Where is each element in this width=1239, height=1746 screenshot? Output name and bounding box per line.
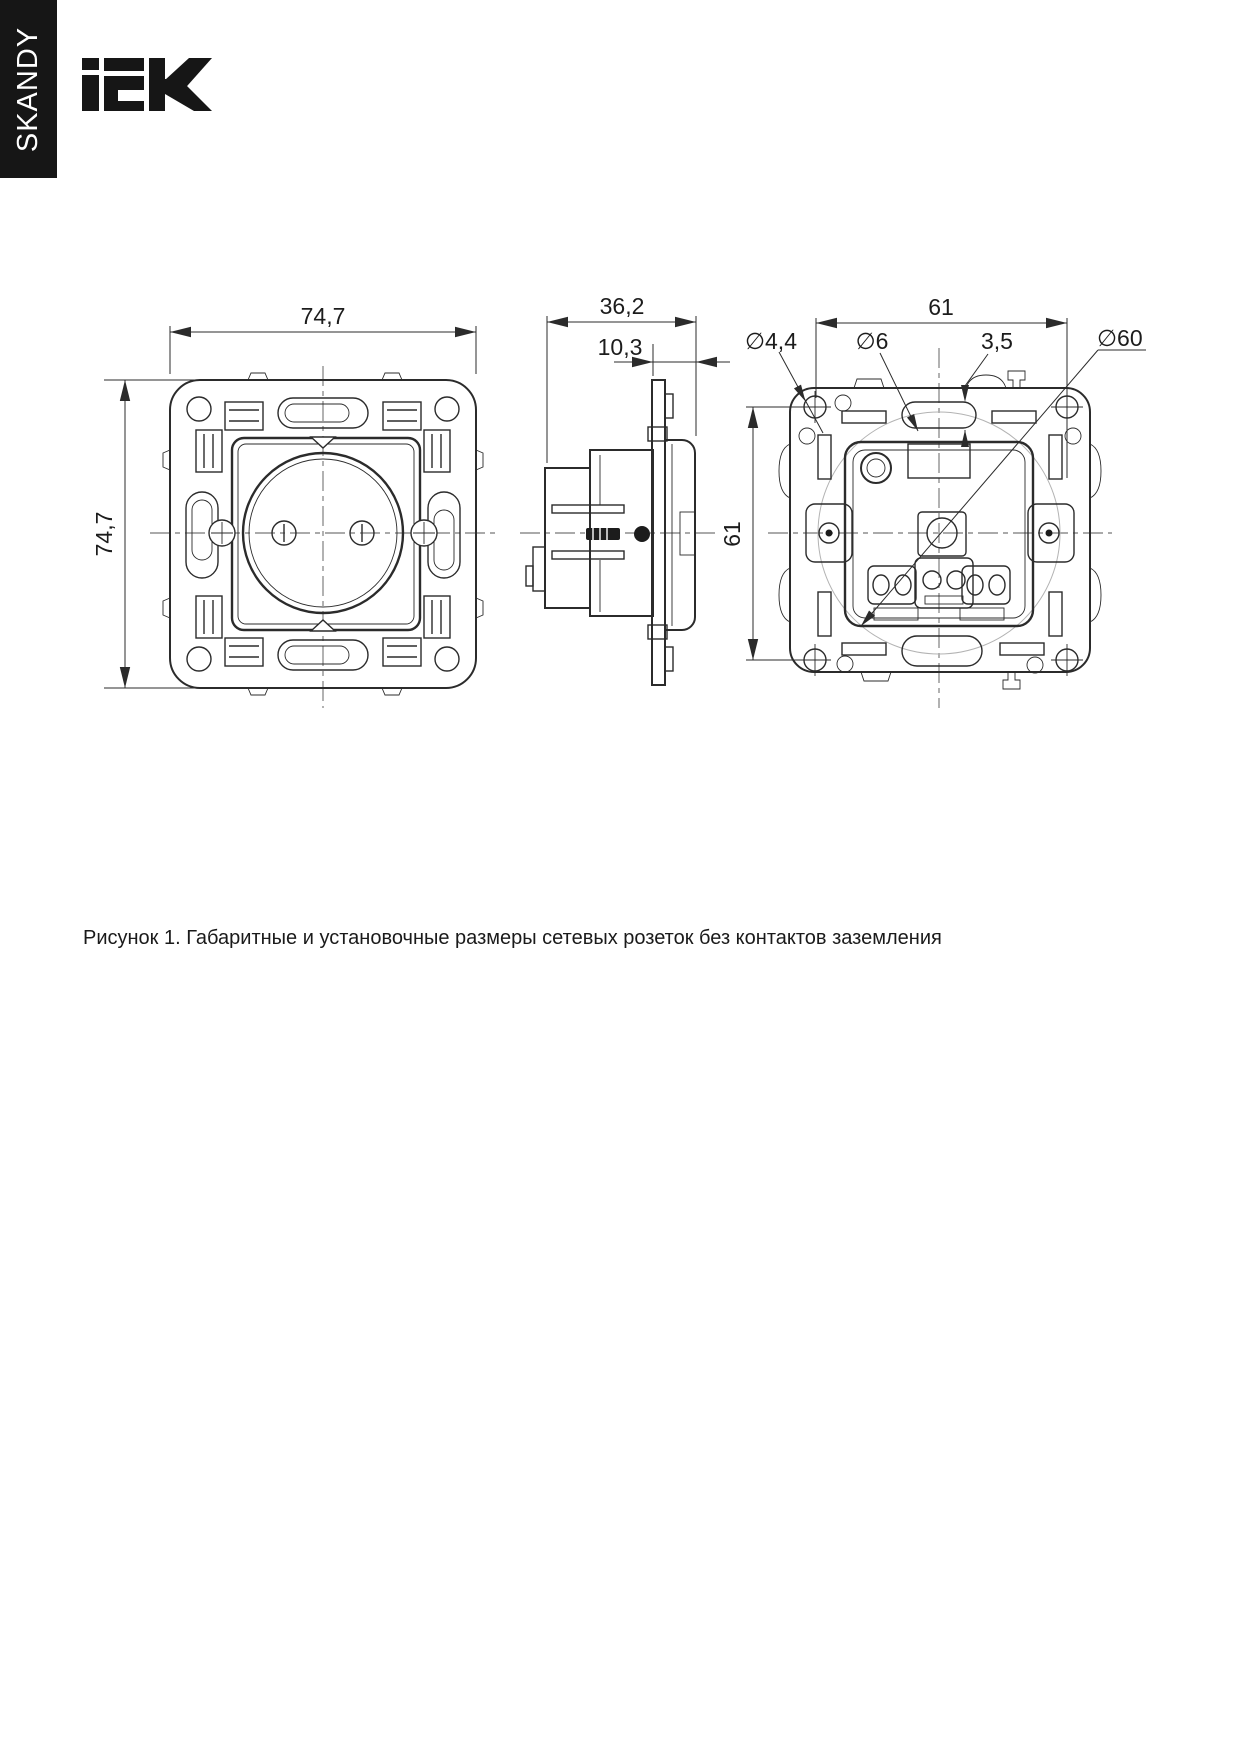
dim-side-face-offset: 10,3	[597, 334, 643, 360]
brand-name-vertical: SKANDY	[12, 26, 45, 152]
figure-caption: Рисунок 1. Габаритные и установочные размеры сетевых розеток без контактов заземления	[83, 927, 942, 949]
dim-front-width: 74,7	[300, 303, 346, 329]
dim-back-clamp-thickness: 3,5	[981, 328, 1013, 354]
side-foot	[533, 547, 545, 591]
front-corner-hole	[435, 647, 459, 671]
dim-front-height: 74,7	[91, 511, 117, 557]
front-corner-hole	[435, 397, 459, 421]
front-corner-hole	[187, 397, 211, 421]
dim-side-depth: 36,2	[599, 293, 645, 319]
back-terminal-right	[962, 566, 1010, 604]
back-plate-outline	[790, 388, 1090, 672]
side-claw-rail-top	[552, 505, 624, 513]
side-screw-head	[634, 526, 650, 542]
back-view	[719, 294, 1146, 708]
side-claw-rail-bottom	[552, 551, 624, 559]
side-mechanism-rear	[545, 468, 590, 608]
dim-back-mount-hole-dia: ∅4,4	[744, 328, 798, 354]
side-claw-screw	[586, 528, 620, 540]
dim-back-box-dia: ∅60	[1097, 325, 1143, 351]
front-bezel	[232, 438, 420, 630]
front-corner-hole	[187, 647, 211, 671]
dim-back-hole-dia: ∅6	[855, 328, 889, 354]
back-terminal-left	[868, 566, 916, 604]
side-view	[520, 293, 730, 685]
figure-drawing	[0, 0, 1239, 780]
dim-back-width: 61	[928, 294, 954, 320]
back-hole-d6	[861, 453, 891, 483]
dim-back-height: 61	[719, 521, 745, 547]
front-view	[91, 303, 497, 708]
